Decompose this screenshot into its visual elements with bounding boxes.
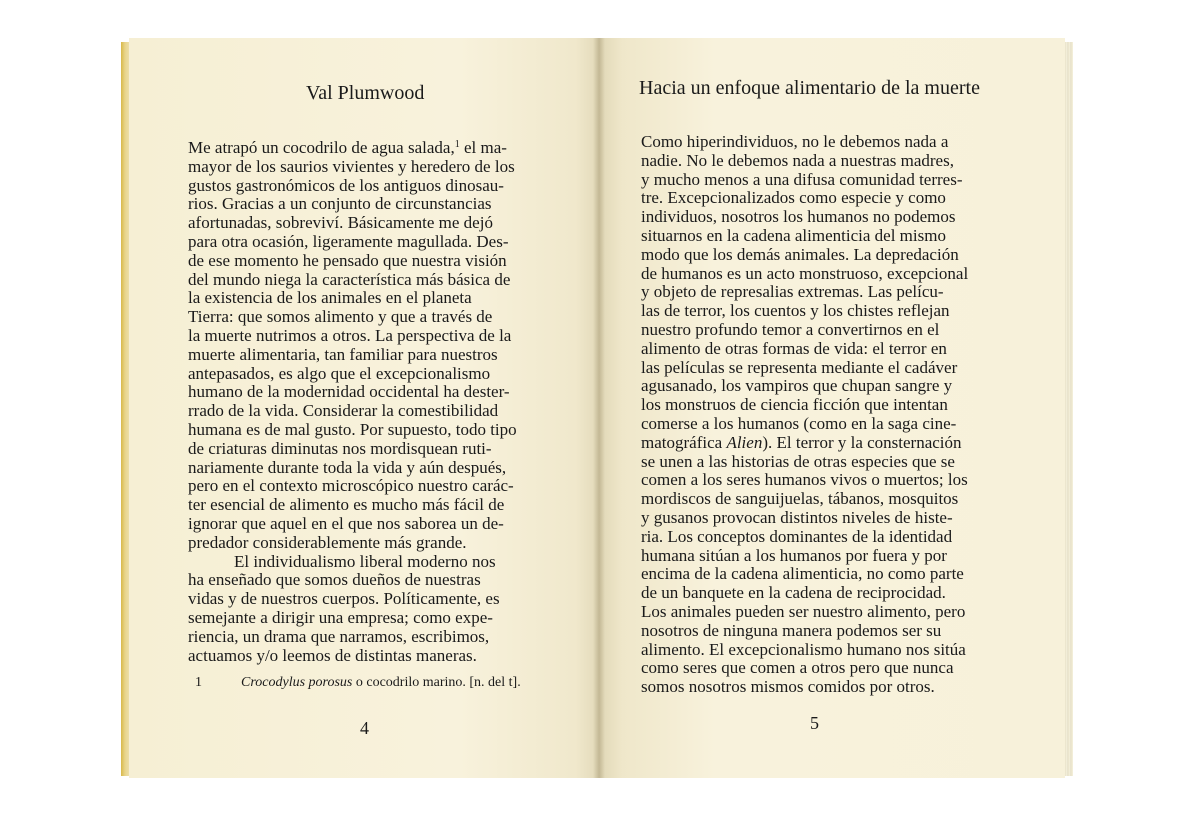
footnote-number: 1 <box>195 675 202 690</box>
text-line: como seres que comen a otros pero que nunca <box>641 658 954 678</box>
text-line: y mucho menos a una difusa comunidad terres- <box>641 169 963 189</box>
text-line: modo que los demás animales. La depredación <box>641 244 959 264</box>
text-line: humana sitúan a los humanos por fuera y por <box>641 545 947 565</box>
text-line: ter esencial de alimento es mucho más fácil de <box>188 495 505 515</box>
text-line: rrado de la vida. Considerar la comestibilidad <box>188 401 499 421</box>
left-page <box>129 38 599 778</box>
text-line: nosotros de ninguna manera podemos ser su <box>641 620 942 640</box>
text-line: la existencia de los animales en el planeta <box>188 288 472 308</box>
text-line: del mundo niega la característica más básica de <box>188 269 511 289</box>
film-title: Alien <box>726 432 763 452</box>
text-line: la muerte nutrimos a otros. La perspectiva de la <box>188 325 512 345</box>
text-line: nuestro profundo temor a convertirnos en el <box>641 319 940 339</box>
text-line: de ese momento he pensado que nuestra visión <box>188 250 507 270</box>
text-line: comen a los seres humanos vivos o muertos; los <box>641 470 968 490</box>
text-line: y objeto de represalias extremas. Las pelícu- <box>641 282 944 302</box>
text-line: individuos, nosotros los humanos no podemos <box>641 207 956 227</box>
text-line: las de terror, los cuentos y los chistes reflejan <box>641 301 950 321</box>
text-line: afortunadas, sobreviví. Básicamente me dejó <box>188 213 493 233</box>
text-line: mayor de los saurios vivientes y heredero de los <box>188 156 515 176</box>
text-line: vidas y de nuestros cuerpos. Políticamente, es <box>188 589 500 609</box>
text-line: somos nosotros mismos comidos por otros. <box>641 677 935 697</box>
text-line: nariamente durante toda la vida y aún después, <box>188 457 507 477</box>
text-line: los monstruos de ciencia ficción que intentan <box>641 395 948 415</box>
footnote-text: o cocodrilo marino. [n. del t]. <box>352 675 521 690</box>
text-line: de humanos es un acto monstruoso, excepcional <box>641 263 969 283</box>
text-line: El individualismo liberal moderno nos <box>234 551 496 571</box>
text-line: encima de la cadena alimenticia, no como parte <box>641 564 964 584</box>
text-line: semejante a dirigir una empresa; como expe- <box>188 607 493 627</box>
text-line: gustos gastronómicos de los antiguos dinosau- <box>188 175 504 195</box>
page-number-left: 4 <box>360 718 369 738</box>
text-line: antepasados, es algo que el excepcionalismo <box>188 363 491 383</box>
text-line: las películas se representa mediante el cadáver <box>641 357 958 377</box>
text-line: rios. Gracias a un conjunto de circunstancias <box>188 194 492 214</box>
text-line: de criaturas diminutas nos mordisquean ruti- <box>188 438 492 458</box>
running-head-left: Val Plumwood <box>306 82 425 104</box>
right-body-text <box>641 133 1001 697</box>
text-line: Me atrapó un cocodrilo de agua salada,$^1$ el ma- <box>188 138 507 157</box>
footnote-species-name: Crocodylus porosus <box>241 675 353 690</box>
text-line: ha enseñado que somos dueños de nuestras <box>188 570 481 590</box>
text-line: situarnos en la cadena alimenticia del mismo <box>641 225 946 245</box>
text-line: pero en el contexto microscópico nuestro carác- <box>188 476 514 496</box>
footnote-marker: 1 <box>454 139 460 150</box>
running-head-right: Hacia un enfoque alimentario de la muerte <box>639 77 980 99</box>
text-line: para otra ocasión, ligeramente magullada. Des- <box>188 231 509 251</box>
page-stack-edge-right <box>1065 42 1073 776</box>
text-line: muerte alimentaria, tan familiar para nuestros <box>188 344 498 364</box>
text-line: Tierra: que somos alimento y que a través de <box>188 307 493 327</box>
text-line: nadie. No le debemos nada a nuestras madres, <box>641 150 954 170</box>
text-line: Como hiperindividuos, no le debemos nada a <box>641 132 949 151</box>
left-body-text <box>188 139 548 665</box>
text-line: tre. Excepcionalizados como especie y como <box>641 188 946 208</box>
text-line: mordiscos de sanguijuelas, tábanos, mosquitos <box>641 489 959 509</box>
text-line: y gusanos provocan distintos niveles de histe- <box>641 507 953 527</box>
text-line: ignorar que aquel en el que nos saborea un de- <box>188 513 504 533</box>
text-line: Los animales pueden ser nuestro alimento, pero <box>641 601 966 621</box>
text-line: se unen a las historias de otras especies que se <box>641 451 955 471</box>
text-line: alimento de otras formas de vida: el terror en <box>641 338 947 358</box>
text-line: matográfica Alien). El terror y la consternación <box>641 432 962 452</box>
text-line: de un banquete en la cadena de reciprocidad. <box>641 583 946 603</box>
text-line: actuamos y/o leemos de distintas maneras. <box>188 645 477 665</box>
open-book <box>121 38 1073 778</box>
text-line: riencia, un drama que narramos, escribimos, <box>188 626 490 646</box>
footnote <box>195 675 547 691</box>
text-line: agusanado, los vampiros que chupan sangre y <box>641 376 953 396</box>
text-line: humano de la modernidad occidental ha dester- <box>188 382 510 402</box>
book-gutter <box>593 38 605 778</box>
page-number-right: 5 <box>810 713 819 733</box>
text-line: predador considerablemente más grande. <box>188 532 467 552</box>
text-line: comerse a los humanos (como en la saga cine- <box>641 413 957 433</box>
text-line: ria. Los conceptos dominantes de la identidad <box>641 526 953 546</box>
text-line: alimento. El excepcionalismo humano nos sitúa <box>641 639 966 659</box>
right-page <box>599 38 1065 778</box>
text-line: humana es de mal gusto. Por supuesto, todo tipo <box>188 419 517 439</box>
